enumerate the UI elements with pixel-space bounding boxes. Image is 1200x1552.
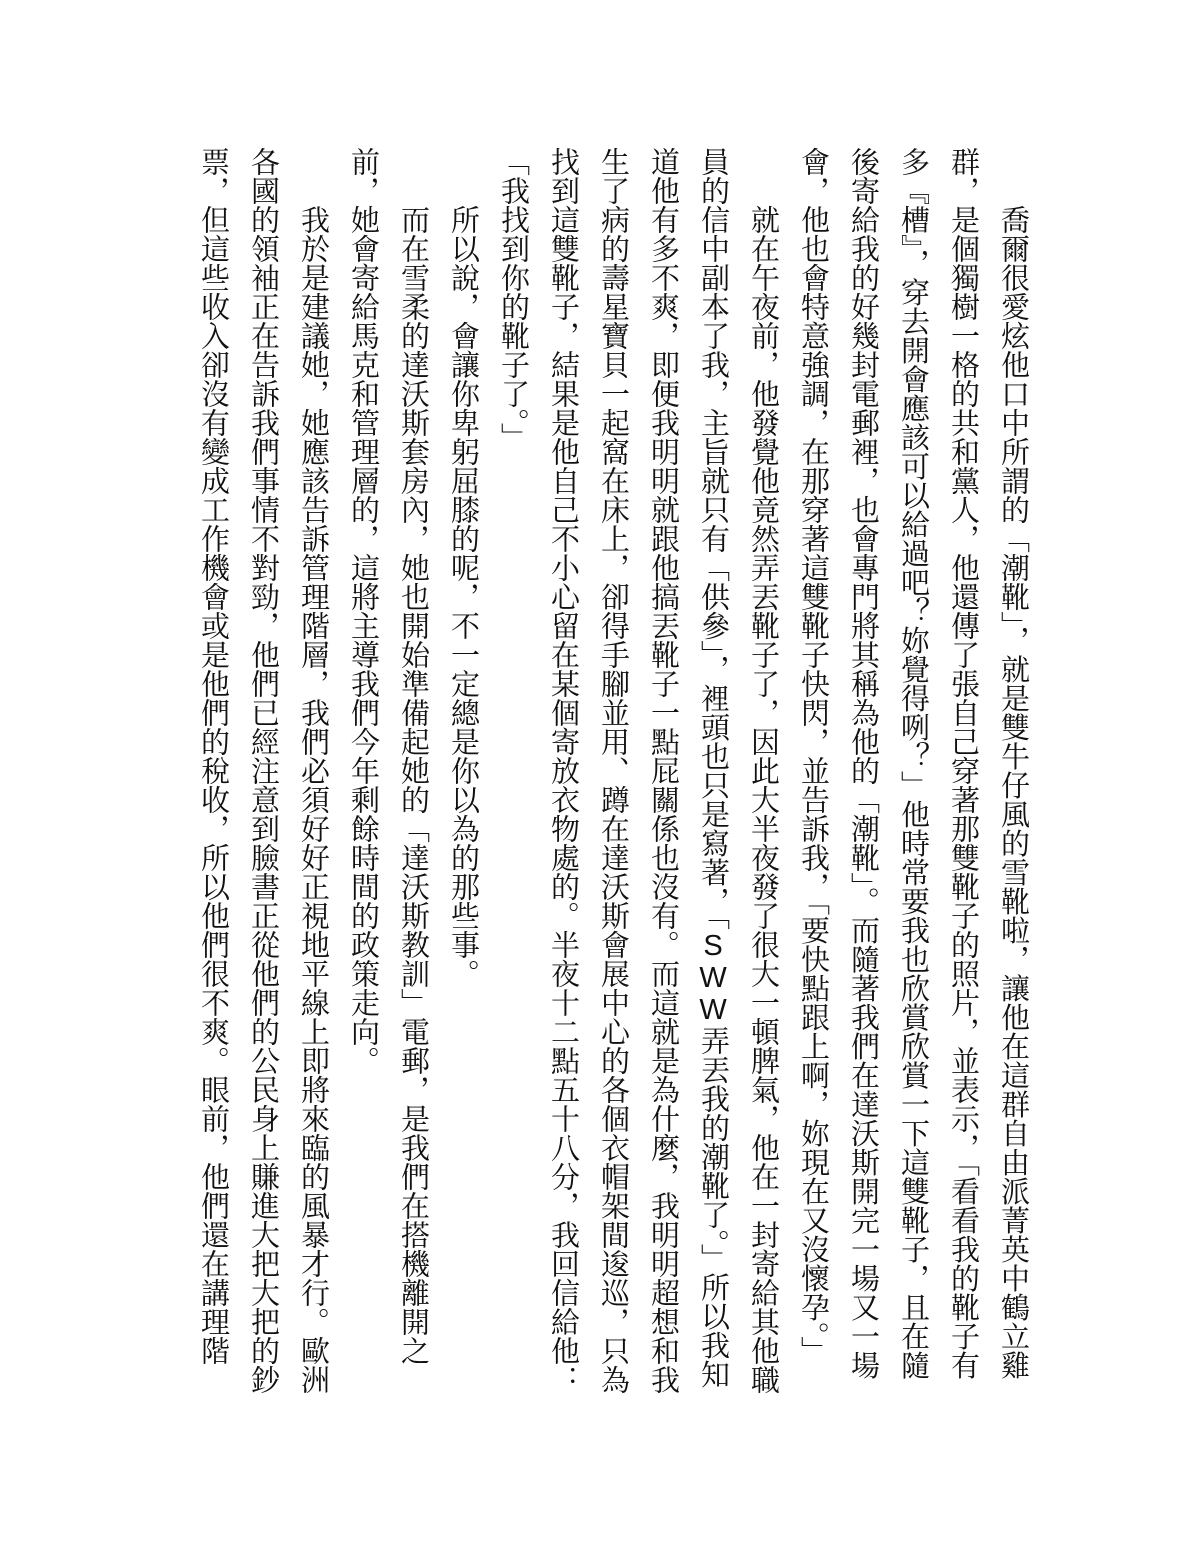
vertical-text-block	[188, 147, 1038, 1405]
paragraph-davos-lessons-email: 而在雪柔的達沃斯套房內，她也開始準備起她的「達沃斯教訓」電郵，是我們在搭機離開之前，她會寄給馬克和管理層的，這將主導我們今年剩餘時間的政策走向。	[347, 147, 429, 1365]
paragraph-warning-to-management: 我於是建議她，她應該告訴管理階層，我們必須好好正視地平線上即將來臨的風暴才行。歐洲各國的領袖正在告訴我們事情不對勁，他們已經注意到臉書正從他們的公民身上賺進大把大把的鈔票，但這些收入卻沒有變成工作機會或是他們的稅收，所以他們很不爽。眼前，他們還在講理階	[197, 147, 329, 1394]
paragraph-lost-boots-midnight: 就在午夜前，他發覺他竟然弄丟靴子了，因此大半夜發了很大一頓脾氣，他在一封寄給其他職員的信中副本了我，主旨就只有「供參」，裡頭也只是寫著，「SWW弄丟我的潮靴了。」所以我知道他有多不爽，即便我明明就跟他搞丟靴子一點屁關係也沒有。而這就是為什麼，我明明超想和我生了病的壽星寶貝一起窩在床上，卻得手腳並用、蹲在達沃斯會展中心的各個衣帽架間逡巡，只為找到這雙靴子，結果是他自己不小心留在某個寄放衣物處的。半夜十二點五十八分，我回信給他：「我找到你的靴子了。」	[497, 147, 779, 1394]
paragraph-boots-bragging: 喬爾很愛炫他口中所謂的「潮靴」，就是雙牛仔風的雪靴啦，讓他在這群自由派菁英中鶴立雞群，是個獨樹一格的共和黨人，他還傳了張自己穿著那雙靴子的照片，並表示，「看看我的靴子有多『槽』，穿去開會應該可以給過吧？妳覺得咧？」他時常要我也欣賞欣賞一下這雙靴子，且在隨後寄給我的好幾封電郵裡，也會專門將其稱為他的「潮靴」。而隨著我們在達沃斯開完一場又一場會，他也會特意強調，在那穿著這雙靴子快閃，並告訴我，「要快點跟上啊，妳現在又沒懷孕。」	[797, 147, 1029, 1380]
paragraph-humbling-remark: 所以說，會讓你卑躬屈膝的呢，不一定總是你以為的那些事。	[447, 205, 479, 988]
